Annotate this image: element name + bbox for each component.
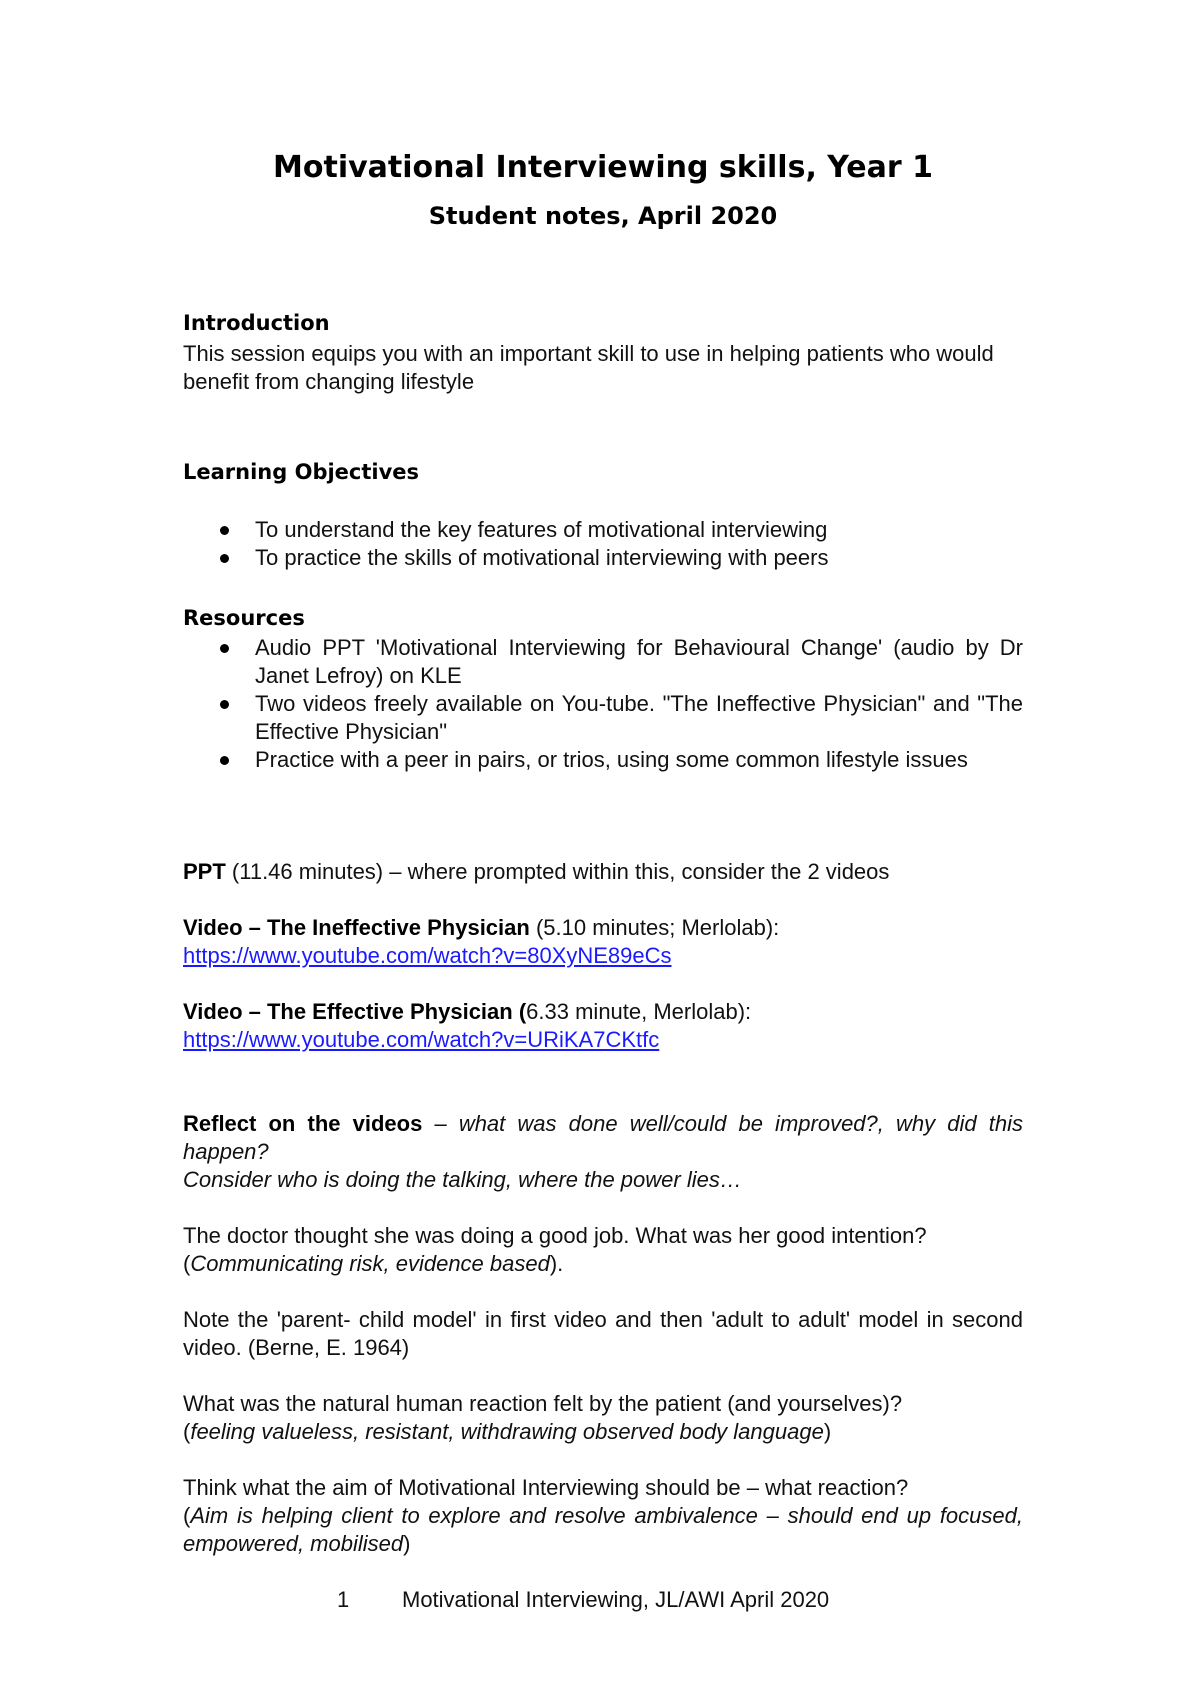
list-item: To practice the skills of motivational interviewing with peers: [183, 544, 1023, 572]
video1-text: (5.10 minutes; Merlolab):: [529, 915, 780, 940]
video2-label: Video – The Effective Physician (: [183, 999, 527, 1024]
bullet-icon: [220, 526, 229, 535]
resources-heading: Resources: [183, 606, 305, 630]
video1-line: [183, 914, 1023, 970]
video2-link[interactable]: https://www.youtube.com/watch?v=URiKA7CKtfc: [183, 1027, 660, 1052]
reflect-paragraph: [183, 1110, 1023, 1194]
reflect-label: Reflect on the videos: [183, 1111, 423, 1136]
list-item: Practice with a peer in pairs, or trios, using some common lifestyle issues: [183, 746, 1023, 774]
document-subtitle: Student notes, April 2020: [428, 202, 778, 230]
ppt-line: [183, 858, 1023, 886]
ppt-text: (11.46 minutes) – where prompted within this, consider the 2 videos: [225, 859, 890, 884]
reflect-dash: –: [422, 1111, 459, 1136]
resources-list: [183, 634, 1023, 774]
introduction-heading: Introduction: [183, 311, 330, 335]
doctor-paragraph: The doctor thought she was doing a good job. What was her good intention? (Communicating risk, evidence based).: [183, 1223, 927, 1276]
list-item: To understand the key features of motivational interviewing: [183, 516, 1023, 544]
page-number: 1: [337, 1587, 350, 1612]
list-item: Two videos freely available on You-tube. "The Ineffective Physician" and "The Effective Physician": [183, 690, 1023, 746]
objectives-list: [183, 516, 1023, 572]
reaction-paragraph: What was the natural human reaction felt by the patient (and yourselves)? (feeling valueless, resistant, withdrawing observed body language): [183, 1391, 903, 1444]
bullet-icon: [220, 644, 229, 653]
note-paragraph: Note the 'parent- child model' in first video and then 'adult to adult' model in second video. (Berne, E. 1964): [183, 1307, 1023, 1360]
video2-line: [183, 998, 1023, 1054]
aim-paragraph: Think what the aim of Motivational Interviewing should be – what reaction? (Aim is helping client to explore and resolve ambivalence – should end up focused, empowered, mobilised): [183, 1475, 1023, 1556]
aim-text: Think what the aim of Motivational Interviewing should be – what reaction?: [183, 1475, 909, 1500]
ppt-label: PPT: [183, 859, 226, 884]
video1-label: Video – The Ineffective Physician: [183, 915, 530, 940]
video2-text: 6.33 minute, Merlolab):: [526, 999, 752, 1024]
doctor-italic: Communicating risk, evidence based: [190, 1251, 550, 1276]
doctor-text: The doctor thought she was doing a good job. What was her good intention?: [183, 1223, 927, 1248]
objectives-heading: Learning Objectives: [183, 460, 420, 484]
footer-text: Motivational Interviewing, JL/AWI April 2020: [402, 1587, 830, 1612]
video1-link[interactable]: https://www.youtube.com/watch?v=80XyNE89eCs: [183, 943, 672, 968]
document-title: Motivational Interviewing skills, Year 1: [273, 150, 933, 185]
bullet-icon: [220, 554, 229, 563]
reaction-italic: feeling valueless, resistant, withdrawing observed body language: [190, 1419, 824, 1444]
bullet-icon: [220, 700, 229, 709]
reflect-question: what was done well/could be improved?, why did this happen?: [183, 1111, 1023, 1164]
bullet-icon: [220, 756, 229, 765]
list-item: Audio PPT 'Motivational Interviewing for Behavioural Change' (audio by Dr Janet Lefroy) on KLE: [183, 634, 1023, 690]
introduction-text: This session equips you with an important skill to use in helping patients who would benefit from changing lifestyle: [183, 341, 994, 394]
aim-italic: Aim is helping client to explore and resolve ambivalence – should end up focused, empowered, mobilised: [183, 1503, 1023, 1556]
reflect-consider: Consider who is doing the talking, where the power lies…: [183, 1167, 742, 1192]
reaction-text: What was the natural human reaction felt by the patient (and yourselves)?: [183, 1391, 903, 1416]
